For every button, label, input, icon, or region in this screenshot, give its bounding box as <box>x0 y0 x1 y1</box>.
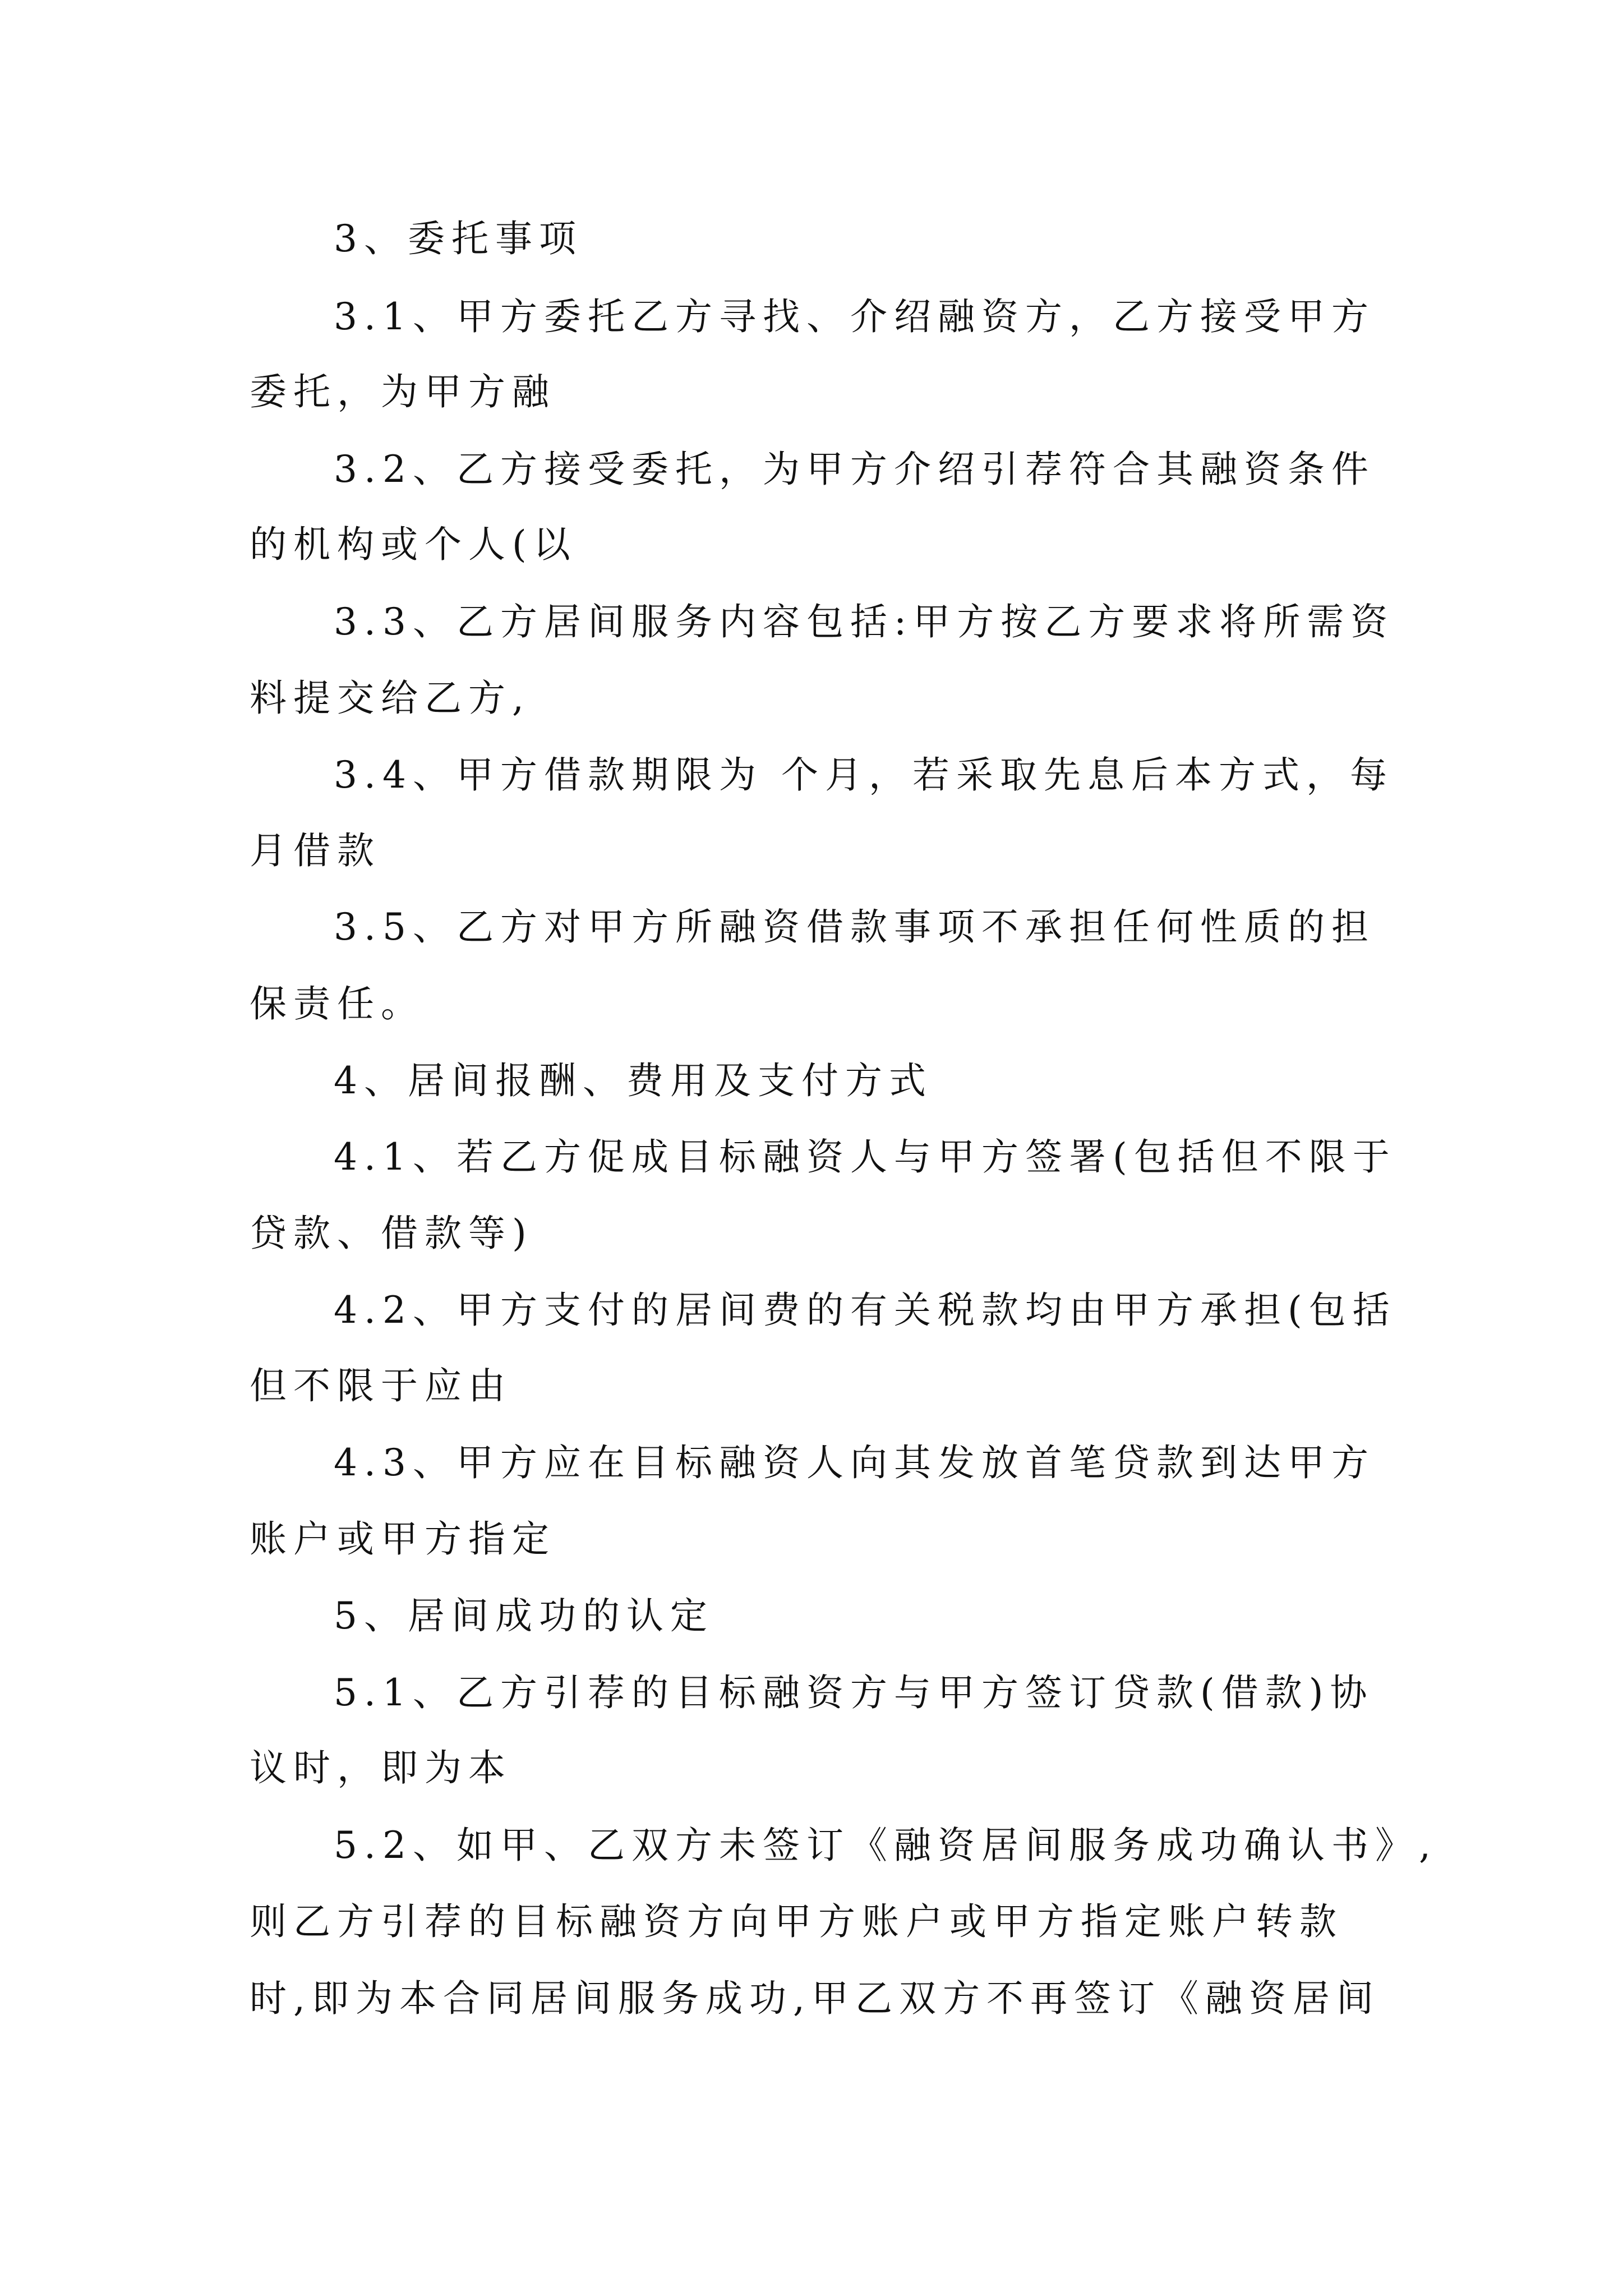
clause-4-1-line-2: 贷款、借款等) <box>250 1212 533 1255</box>
clause-5-2-line-3: 时,即为本合同居间服务成功,甲乙双方不再签订《融资居间 <box>250 1977 1380 2020</box>
section-heading-4: 4、居间报酬、费用及支付方式 <box>334 1059 933 1102</box>
clause-4-3-line-2: 账户或甲方指定 <box>250 1517 556 1561</box>
clause-3-4-line-2: 月借款 <box>250 829 381 872</box>
clause-5-1-line-1: 5.1、乙方引荐的目标融资方与甲方签订贷款(借款)协 <box>334 1671 1374 1714</box>
clause-5-2-line-1: 5.2、如甲、乙双方未签订《融资居间服务成功确认书》, <box>334 1824 1437 1867</box>
clause-3-4-line-1: 3.4、甲方借款期限为 个月，若采取先息后本方式，每 <box>334 753 1394 797</box>
clause-3-3-line-1: 3.3、乙方居间服务内容包括:甲方按乙方要求将所需资 <box>334 600 1395 643</box>
clause-3-5-line-1: 3.5、乙方对甲方所融资借款事项不承担任何性质的担 <box>334 905 1375 949</box>
clause-3-2-line-1: 3.2、乙方接受委托，为甲方介绍引荐符合其融资条件 <box>334 448 1375 491</box>
clause-3-1-line-2: 委托，为甲方融 <box>250 370 556 413</box>
clause-3-3-line-2: 料提交给乙方, <box>250 677 531 720</box>
clause-3-1-line-1: 3.1、甲方委托乙方寻找、介绍融资方，乙方接受甲方 <box>334 295 1375 338</box>
section-heading-5: 5、居间成功的认定 <box>334 1594 714 1637</box>
clause-4-1-line-1: 4.1、若乙方促成目标融资人与甲方签署(包括但不限于 <box>334 1135 1396 1179</box>
clause-3-2-line-2: 的机构或个人(以 <box>250 523 577 566</box>
clause-4-2-line-2: 但不限于应由 <box>250 1364 512 1407</box>
clause-5-2-line-2: 则乙方引荐的目标融资方向甲方账户或甲方指定账户转款 <box>250 1900 1343 1943</box>
clause-3-5-line-2: 保责任。 <box>250 982 425 1025</box>
clause-5-1-line-2: 议时，即为本 <box>250 1746 512 1789</box>
clause-4-2-line-1: 4.2、甲方支付的居间费的有关税款均由甲方承担(包括 <box>334 1289 1396 1332</box>
section-heading-3: 3、委托事项 <box>334 217 583 260</box>
clause-4-3-line-1: 4.3、甲方应在目标融资人向其发放首笔贷款到达甲方 <box>334 1441 1375 1484</box>
